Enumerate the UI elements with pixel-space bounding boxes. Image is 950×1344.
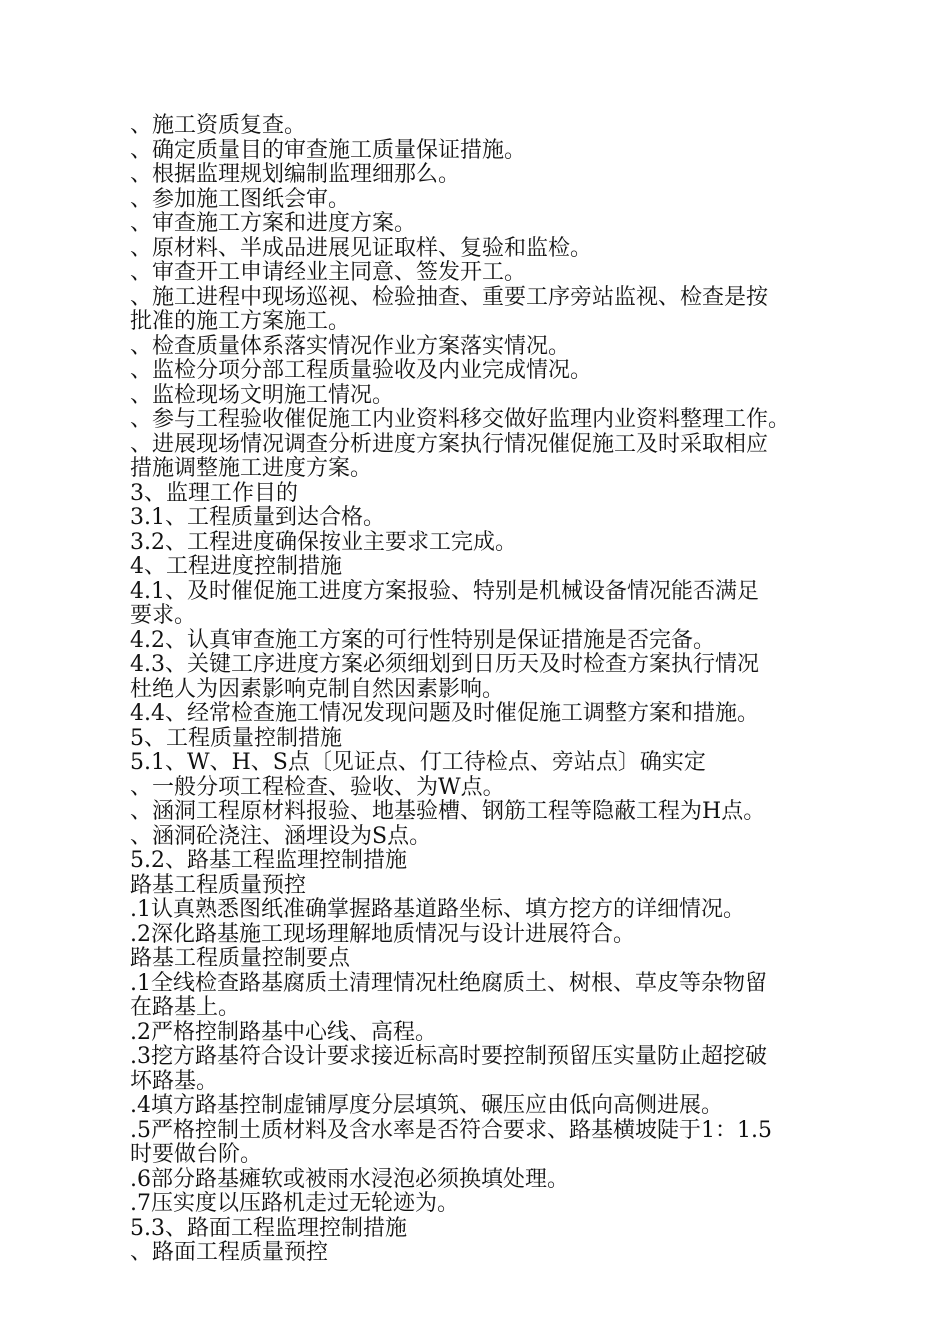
text-line: 、施工资质复查。 xyxy=(130,113,307,138)
text-line: 路基工程质量控制要点 xyxy=(130,946,351,971)
text-line: 4.4、经常检查施工情况发现问题及时催促施工调整方案和措施。 xyxy=(130,701,759,726)
text-line: 5.3、路面工程监理控制措施 xyxy=(130,1215,407,1241)
text-line: .4填方路基控制虚铺厚度分层填筑、碾压应由低向高侧进展。 xyxy=(130,1093,723,1118)
text-line: 、根据监理规划编制监理细那么。 xyxy=(130,162,461,187)
text-line: 4.2、认真审查施工方案的可行性特别是保证措施是否完备。 xyxy=(130,627,715,653)
text-line: 、监检分项分部工程质量验收及内业完成情况。 xyxy=(130,358,593,383)
text-line: 3.2、工程进度确保按业主要求工完成。 xyxy=(130,529,517,555)
text-line: .3挖方路基符合设计要求接近标高时要控制预留压实量防止超挖破 xyxy=(130,1044,767,1069)
text-line: 、参加施工图纸会审。 xyxy=(130,186,351,212)
document-body xyxy=(130,114,840,1266)
text-line: 5、工程质量控制措施 xyxy=(130,725,342,751)
text-line: .2严格控制路基中心线、高程。 xyxy=(130,1019,437,1045)
text-line: 3、监理工作目的 xyxy=(130,480,298,506)
text-line: 、确定质量目的审查施工质量保证措施。 xyxy=(130,137,527,163)
text-line: 、审查开工申请经业主同意、签发开工。 xyxy=(130,260,527,285)
text-line: 3.1、工程质量到达合格。 xyxy=(130,505,385,530)
text-line: 、涵洞工程原材料报验、地基验槽、钢筋工程等隐蔽工程为H点。 xyxy=(130,799,766,824)
text-line: 在路基上。 xyxy=(130,995,241,1020)
text-line: 5.1、W、H、S点〔见证点、仃工待检点、旁站点〕确实定 xyxy=(130,750,706,775)
text-line: 、涵洞砼浇注、涵埋设为S点。 xyxy=(130,823,432,849)
text-line: 、监检现场文明施工情况。 xyxy=(130,382,395,408)
text-line: 、进展现场情况调查分析进度方案执行情况催促施工及时采取相应 xyxy=(130,431,769,457)
text-line: 时要做台阶。 xyxy=(130,1142,263,1167)
text-line: 路基工程质量预控 xyxy=(130,872,307,898)
text-line: .5严格控制土质材料及含水率是否符合要求、路基横坡陡于1：1.5 xyxy=(130,1117,772,1143)
text-line: .7压实度以压路机走过无轮迹为。 xyxy=(130,1191,459,1216)
text-line: .1认真熟悉图纸准确掌握路基道路坐标、填方挖方的详细情况。 xyxy=(130,897,745,922)
text-line: 4、工程进度控制措施 xyxy=(130,554,342,579)
text-line: 措施调整施工进度方案。 xyxy=(130,456,373,481)
text-line: 、参与工程验收催促施工内业资料移交做好监理内业资料整理工作。 xyxy=(130,407,791,432)
text-line: 要求。 xyxy=(130,603,197,628)
text-line: 、路面工程质量预控 xyxy=(130,1240,329,1265)
text-line: 、审查施工方案和进度方案。 xyxy=(130,211,417,236)
text-line: 、一般分项工程检查、验收、为W点。 xyxy=(130,774,505,800)
text-line: .1全线检查路基腐质土清理情况杜绝腐质土、树根、草皮等杂物留 xyxy=(130,970,767,996)
text-line: 批准的施工方案施工。 xyxy=(130,309,351,334)
text-line: 4.1、及时催促施工进度方案报验、特别是机械设备情况能否满足 xyxy=(130,578,759,604)
text-line: 5.2、路基工程监理控制措施 xyxy=(130,848,407,873)
text-line: .6部分路基瘫软或被雨水浸泡必须换填处理。 xyxy=(130,1166,569,1192)
text-line: .2深化路基施工现场理解地质情况与设计进展符合。 xyxy=(130,921,635,947)
text-line: 、施工进程中现场巡视、检验抽查、重要工序旁站监视、检查是按 xyxy=(130,284,769,310)
text-line: 、检查质量体系落实情况作业方案落实情况。 xyxy=(130,333,571,359)
text-line: 坏路基。 xyxy=(130,1068,219,1094)
text-line: 4.3、关键工序进度方案必须细划到日历天及时检查方案执行情况 xyxy=(130,652,759,677)
text-line: 杜绝人为因素影响克制自然因素影响。 xyxy=(130,676,505,702)
text-line: 、原材料、半成品进展见证取样、复验和监检。 xyxy=(130,235,593,261)
